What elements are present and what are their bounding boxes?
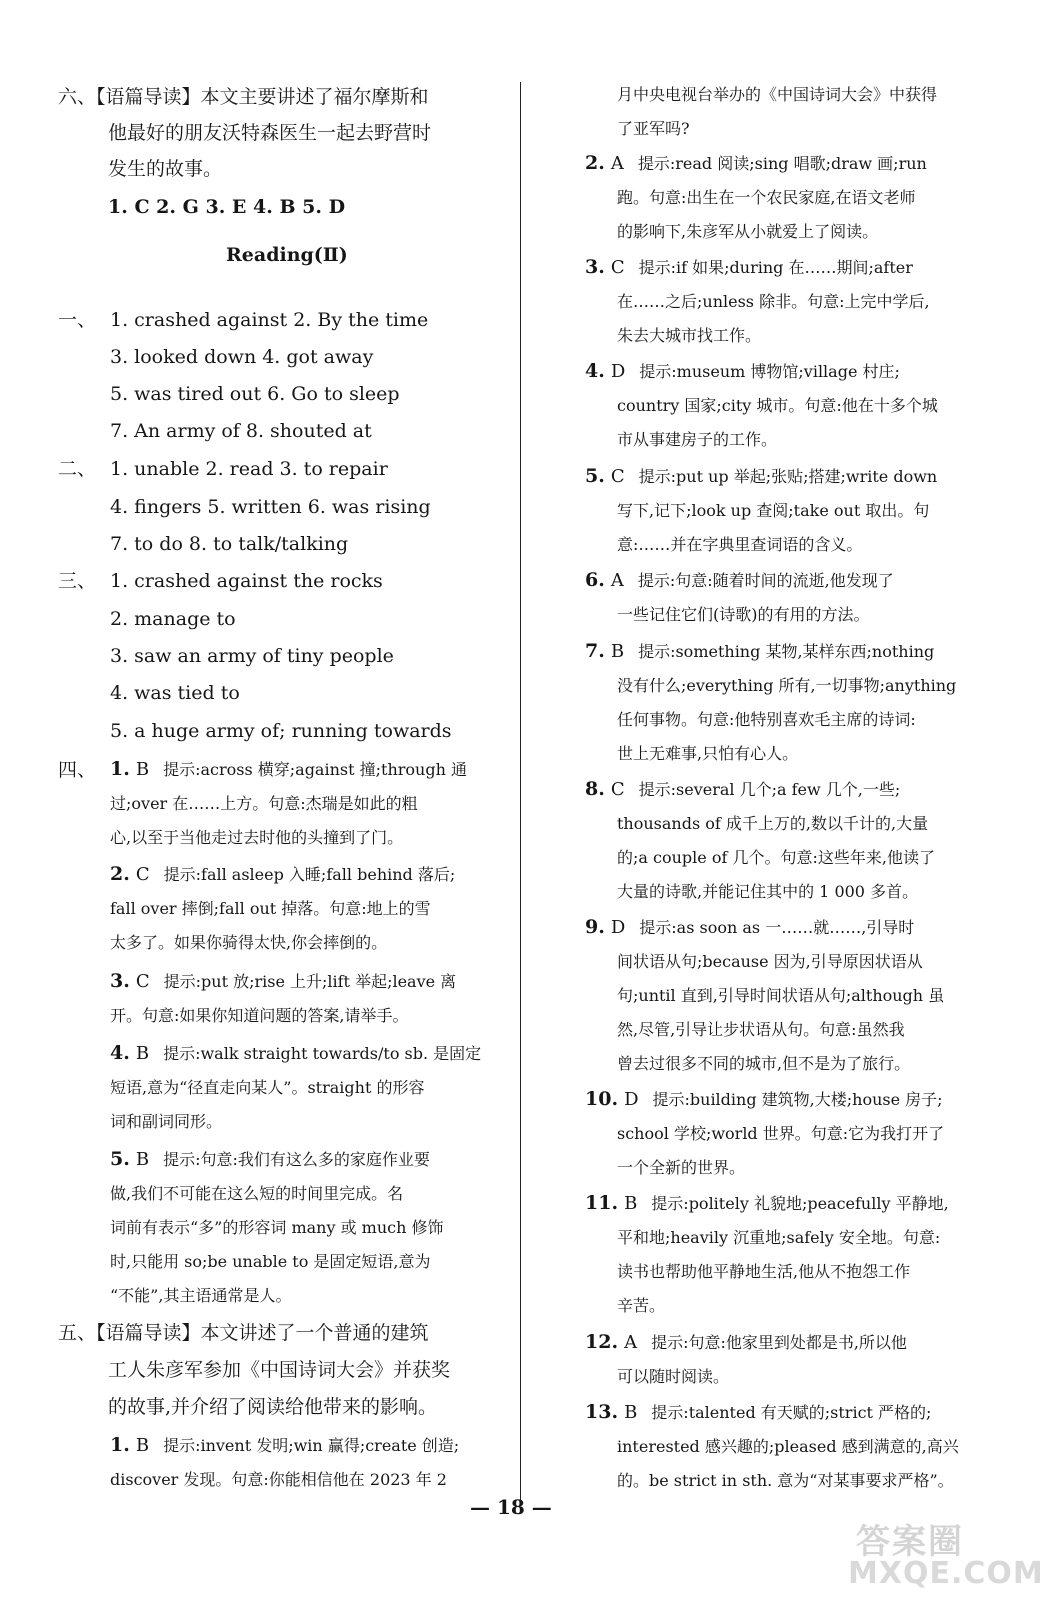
hint-line: 提示:across 横穿;against 撞;through 通 bbox=[163, 760, 467, 779]
question-answer: C bbox=[135, 864, 150, 885]
question-answer: B bbox=[135, 1435, 150, 1456]
hint-line: 提示:if 如果;during 在……期间;after bbox=[638, 258, 913, 277]
section-four-label: 四、 bbox=[58, 759, 97, 781]
question-item bbox=[585, 146, 995, 249]
hint-line: 任何事物。句意:他特别喜欢毛主席的诗词: bbox=[617, 710, 916, 729]
hint-line: 提示:fall asleep 入睡;fall behind 落后; bbox=[163, 865, 456, 884]
section-five-intro-line3: 的故事,并介绍了阅读给他带来的影响。 bbox=[108, 1396, 438, 1418]
hint-line: school 学校;world 世界。句意:它为我打开了 bbox=[617, 1124, 945, 1143]
section-five-intro-line2: 工人朱彦军参加《中国诗词大会》并获奖 bbox=[108, 1359, 451, 1381]
question-item bbox=[585, 563, 995, 632]
hint-line: 大量的诗歌,并能记住其中的 1 000 多首。 bbox=[617, 882, 919, 901]
hint-line: 提示:句意:随着时间的流逝,他发现了 bbox=[637, 571, 894, 590]
watermark-bottom-text: MXQE.COM bbox=[848, 1556, 1044, 1591]
hint-line: 提示:building 建筑物,大楼;house 房子; bbox=[652, 1090, 943, 1109]
hint-line: 过;over 在……上方。句意:杰瑞是如此的粗 bbox=[110, 794, 418, 813]
question-number: 11. bbox=[585, 1192, 619, 1214]
hint-line: 读书也帮助他平静地生活,他从不抱怨工作 bbox=[617, 1262, 911, 1281]
question-number: 9. bbox=[585, 916, 605, 938]
hint-line: 提示:put up 举起;张贴;搭建;write down bbox=[638, 467, 938, 486]
question-answer: B bbox=[624, 1193, 638, 1214]
hint-line: 提示:as soon as 一……就……,引导时 bbox=[639, 918, 915, 937]
question-answer: A bbox=[610, 153, 624, 174]
question-item bbox=[110, 1428, 510, 1497]
question-answer: C bbox=[135, 971, 150, 992]
section-three-label: 三、 bbox=[58, 570, 97, 592]
question-item bbox=[585, 910, 995, 1081]
page-number: — 18 — bbox=[470, 1495, 552, 1519]
question-number: 4. bbox=[110, 1042, 130, 1064]
question-number: 6. bbox=[585, 569, 605, 591]
question-number: 1. bbox=[110, 758, 130, 780]
question-number: 4. bbox=[585, 360, 605, 382]
hint-line: 提示:put 放;rise 上升;lift 举起;leave 离 bbox=[163, 972, 457, 991]
section-three-line: 2. manage to bbox=[110, 608, 236, 630]
question-number: 1. bbox=[110, 1434, 130, 1456]
question-answer: D bbox=[610, 361, 626, 382]
hint-line: 提示:museum 博物馆;village 村庄; bbox=[639, 362, 900, 381]
question-answer: B bbox=[135, 1149, 150, 1170]
section-six-intro-line1: 六、【语篇导读】本文主要讲述了福尔摩斯和 bbox=[58, 86, 429, 108]
hint-line: 做,我们不可能在这么短的时间里完成。名 bbox=[110, 1184, 404, 1203]
question-number: 5. bbox=[110, 1148, 130, 1170]
hint-line: discover 发现。句意:你能相信他在 2023 年 2 bbox=[110, 1470, 447, 1489]
hint-line: 了亚军吗? bbox=[617, 119, 690, 138]
hint-line: 提示:read 阅读;sing 唱歌;draw 画;run bbox=[637, 154, 927, 173]
question-number: 3. bbox=[110, 970, 130, 992]
hint-line: country 国家;city 城市。句意:他在十多个城 bbox=[617, 396, 938, 415]
section-two-line: 4. fingers 5. written 6. was rising bbox=[110, 496, 431, 518]
section-one-line: 3. looked down 4. got away bbox=[110, 346, 374, 368]
question-number: 2. bbox=[585, 152, 605, 174]
hint-line: 词前有表示“多”的形容词 many 或 much 修饰 bbox=[110, 1218, 444, 1237]
section-one-line: 1. crashed against 2. By the time bbox=[110, 309, 429, 331]
watermark-top-text: 答案圈 bbox=[856, 1522, 964, 1562]
hint-line: 市从事建房子的工作。 bbox=[617, 430, 778, 449]
question-answer: A bbox=[610, 570, 624, 591]
hint-line: 提示:句意:他家里到处都是书,所以他 bbox=[651, 1333, 907, 1352]
question-item bbox=[585, 772, 995, 909]
hint-line: 词和副词同形。 bbox=[110, 1112, 223, 1131]
hint-line: 可以随时阅读。 bbox=[617, 1367, 730, 1386]
question-answer: C bbox=[610, 257, 625, 278]
question-item bbox=[585, 1395, 995, 1498]
watermark-logo bbox=[842, 1514, 1044, 1594]
section-six-answers: 1. C 2. G 3. E 4. B 5. D bbox=[108, 196, 346, 218]
hint-line: 提示:walk straight towards/to sb. 是固定 bbox=[163, 1044, 482, 1063]
question-answer: B bbox=[135, 759, 150, 780]
question-number: 8. bbox=[585, 778, 605, 800]
question-item bbox=[585, 1186, 995, 1323]
hint-line: 一个全新的世界。 bbox=[617, 1158, 746, 1177]
question-answer: B bbox=[135, 1043, 150, 1064]
hint-line: fall over 摔倒;fall out 掉落。句意:地上的雪 bbox=[110, 899, 431, 918]
question-item bbox=[585, 354, 995, 457]
question-item bbox=[110, 964, 510, 1033]
hint-line: 提示:talented 有天赋的;strict 严格的; bbox=[651, 1403, 932, 1422]
hint-line: 提示:invent 发明;win 赢得;create 创造; bbox=[163, 1436, 460, 1455]
hint-line: 没有什么;everything 所有,一切事物;anything bbox=[617, 676, 957, 695]
section-two-line: 7. to do 8. to talk/talking bbox=[110, 533, 349, 555]
reading-title: Reading(Ⅱ) bbox=[226, 244, 348, 266]
question-item bbox=[585, 250, 995, 353]
section-three-line: 5. a huge army of; running towards bbox=[110, 720, 452, 742]
question-answer: C bbox=[610, 779, 625, 800]
hint-line: 月中央电视台举办的《中国诗词大会》中获得 bbox=[617, 85, 938, 104]
question-number: 7. bbox=[585, 640, 605, 662]
section-one-label: 一、 bbox=[58, 309, 97, 331]
continued-text bbox=[617, 78, 997, 146]
hint-line: 世上无难事,只怕有心人。 bbox=[617, 744, 799, 763]
hint-line: 心,以至于当他走过去时他的头撞到了门。 bbox=[110, 828, 404, 847]
question-answer: C bbox=[610, 466, 625, 487]
question-item bbox=[110, 1142, 510, 1313]
question-item bbox=[110, 857, 510, 960]
hint-line: 提示:句意:我们有这么多的家庭作业要 bbox=[163, 1150, 430, 1169]
hint-line: 提示:something 某物,某样东西;nothing bbox=[638, 642, 935, 661]
hint-line: 写下,记下;look up 查阅;take out 取出。句 bbox=[617, 501, 930, 520]
question-answer: D bbox=[624, 1089, 639, 1110]
question-number: 2. bbox=[110, 863, 130, 885]
hint-line: 太多了。如果你骑得太快,你会摔倒的。 bbox=[110, 933, 388, 952]
question-number: 3. bbox=[585, 256, 605, 278]
hint-line: 句;until 直到,引导时间状语从句;although 虽 bbox=[617, 986, 945, 1005]
hint-line: 一些记住它们(诗歌)的有用的方法。 bbox=[617, 605, 870, 624]
question-item bbox=[110, 1036, 510, 1139]
question-number: 10. bbox=[585, 1088, 619, 1110]
hint-line: 提示:politely 礼貌地;peacefully 平静地, bbox=[651, 1194, 949, 1213]
question-item bbox=[585, 1082, 995, 1185]
hint-line: “不能”,其主语通常是人。 bbox=[110, 1286, 292, 1305]
hint-line: 跑。句意:出生在一个农民家庭,在语文老师 bbox=[617, 188, 916, 207]
question-answer: B bbox=[624, 1402, 638, 1423]
question-answer: A bbox=[624, 1332, 638, 1353]
section-six-intro-line3: 发生的故事。 bbox=[108, 158, 223, 180]
section-three-line: 3. saw an army of tiny people bbox=[110, 645, 394, 667]
hint-line: 时,只能用 so;be unable to 是固定短语,意为 bbox=[110, 1252, 431, 1271]
section-two-line: 1. unable 2. read 3. to repair bbox=[110, 458, 388, 480]
section-one-line: 5. was tired out 6. Go to sleep bbox=[110, 383, 400, 405]
hint-line: 的影响下,朱彦军从小就爱上了阅读。 bbox=[617, 222, 879, 241]
hint-line: 朱去大城市找工作。 bbox=[617, 326, 762, 345]
question-item bbox=[585, 1325, 995, 1394]
section-five-intro-line1: 五、【语篇导读】本文讲述了一个普通的建筑 bbox=[58, 1322, 429, 1344]
hint-line: 然,尽管,引导让步状语从句。句意:虽然我 bbox=[617, 1020, 905, 1039]
hint-line: 辛苦。 bbox=[617, 1296, 666, 1315]
hint-line: interested 感兴趣的;pleased 感到满意的,高兴 bbox=[617, 1437, 959, 1456]
section-six-intro-line2: 他最好的朋友沃特森医生一起去野营时 bbox=[108, 122, 432, 144]
hint-line: 的;a couple of 几个。句意:这些年来,他读了 bbox=[617, 848, 935, 867]
hint-line: 平和地;heavily 沉重地;safely 安全地。句意: bbox=[617, 1228, 941, 1247]
section-three-line: 4. was tied to bbox=[110, 682, 240, 704]
question-item bbox=[585, 459, 995, 562]
question-number: 5. bbox=[585, 465, 605, 487]
hint-line: 短语,意为“径直走向某人”。straight 的形容 bbox=[110, 1078, 425, 1097]
question-answer: B bbox=[610, 641, 625, 662]
hint-line: 的。be strict in sth. 意为“对某事要求严格”。 bbox=[617, 1471, 954, 1490]
hint-line: 提示:several 几个;a few 几个,一些; bbox=[638, 780, 901, 799]
hint-line: 间状语从句;because 因为,引导原因状语从 bbox=[617, 952, 923, 971]
section-three-line: 1. crashed against the rocks bbox=[110, 570, 383, 592]
question-item bbox=[585, 634, 995, 771]
section-two-label: 二、 bbox=[58, 458, 97, 480]
hint-line: 曾去过很多不同的城市,但不是为了旅行。 bbox=[617, 1054, 911, 1073]
hint-line: thousands of 成千上万的,数以千计的,大量 bbox=[617, 814, 929, 833]
section-one-line: 7. An army of 8. shouted at bbox=[110, 420, 372, 442]
question-answer: D bbox=[610, 917, 626, 938]
question-item bbox=[110, 752, 510, 855]
hint-line: 在……之后;unless 除非。句意:上完中学后, bbox=[617, 292, 930, 311]
hint-line: 开。句意:如果你知道问题的答案,请举手。 bbox=[110, 1006, 409, 1025]
column-divider bbox=[520, 82, 521, 1504]
hint-line: 意:……并在字典里查词语的含义。 bbox=[617, 535, 863, 554]
question-number: 12. bbox=[585, 1331, 619, 1353]
question-number: 13. bbox=[585, 1401, 619, 1423]
